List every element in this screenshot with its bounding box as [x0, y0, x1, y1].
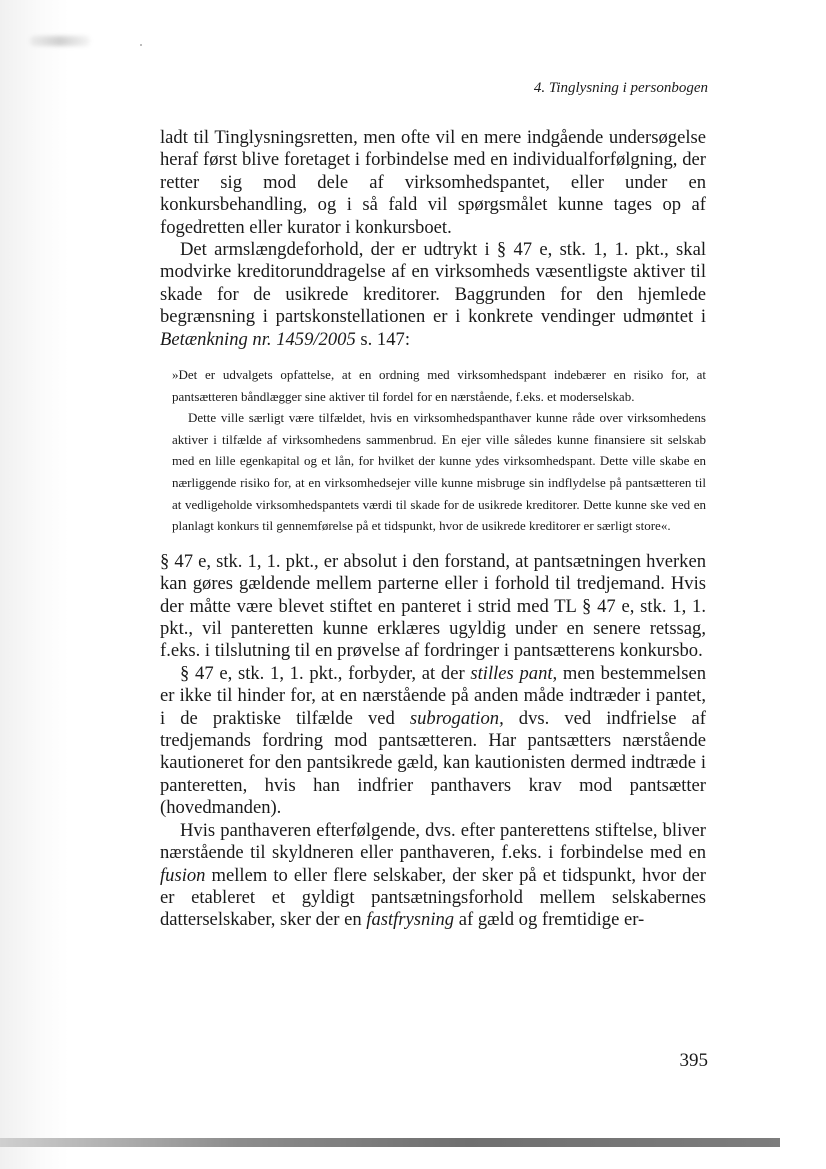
paragraph-4-text-b: men bestemmelsen er ikke til hinder for, at en nærstående på anden måde indtræder i pantet, i de praktiske tilfælde ved [160, 662, 706, 729]
scan-smudge [30, 36, 90, 46]
term-stilles-pant: stilles pant, [470, 662, 558, 684]
quote-paragraph-2: Dette ville særligt være tilfældet, hvis en virksomhedspanthaver kunne råde over virksomhedens aktiver i tilfælde af virksomhedens sammenbrud. En ejer ville således kunne finansiere sit selskab med en lille egenkapital og et lån, for hvilket der kunne ydes virksomhedspant. Dette ville skabe en nærliggende risiko for, at en virksomhedsejer ville kunne misbruge sin indflydelse på pantsætteren til at vedligeholde virksomhedspantets værdi til skade for de usikrede kreditorer. Dette kunne ske ved en planlagt konkurs til gennemførelse på et tidspunkt, hvor de usikrede kreditorer er særligt store«. [172, 410, 706, 534]
paragraph-4-text-a: § 47 e, stk. 1, 1. pkt., forbyder, at der [180, 662, 471, 684]
scan-bottom-edge [0, 1138, 780, 1147]
term-fusion: fusion [160, 864, 206, 886]
paragraph-4-text-c: dvs. ved indfrielse af tredjemands fordring mod pantsætteren. Har pantsætters nærstående kautioneret for den pantsikrede gæld, kan kautionisten dermed indtræde i panteretten, hvis han indfrier panthavers krav mod pantsætter (hovedmanden). [160, 707, 706, 819]
block-quote [172, 364, 706, 537]
paragraph-5-text-c: af gæld og fremtidige er- [454, 909, 645, 931]
report-reference: Betænkning nr. 1459/2005 [160, 328, 356, 350]
body-paragraph-3: § 47 e, stk. 1, 1. pkt., er absolut i den forstand, at pantsætningen hverken kan gøres gældende mellem parterne eller i forhold til tredjemand. Hvis der måtte være blevet stiftet en panteret i strid med TL § 47 e, stk. 1, 1. pkt., vil panteretten kunne erklæres ugyldig under en senere retssag, f.eks. i tilslutning til en prøvelse af fordringer i pantsætterens konkursbo. [160, 550, 706, 662]
term-fastfrysning: fastfrysning [366, 909, 455, 931]
paragraph-2-text: Det armslængdeforhold, der er udtrykt i § 47 e, stk. 1, 1. pkt., skal modvirke kreditorunddragelse af en virksomheds væsentligste aktiver til skade for de usikrede kreditorer. Baggrunden for den hjemlede begrænsning i partskonstellationen er i konkrete vendinger udmøntet i [160, 239, 706, 328]
body-paragraph-4 [160, 663, 706, 820]
term-subrogation: subrogation, [409, 707, 504, 729]
body-paragraph-2 [160, 239, 706, 351]
scan-speck [140, 44, 142, 46]
scan-edge-shadow [0, 0, 70, 1169]
body-paragraph-5 [160, 820, 706, 932]
body-paragraph-1: ladt til Tinglysningsretten, men ofte vil en mere indgående undersøgelse heraf først blive foretaget i forbindelse med en individualforfølgning, der retter sig mod dele af virksomhedspantet, eller under en konkursbehandling, og i så fald vil spørgsmålet kunne tages op af fogedretten eller kurator i konkursboet. [160, 127, 706, 238]
paragraph-2-page-ref: s. 147: [355, 328, 410, 350]
paragraph-5-text-a: Hvis panthaveren efterfølgende, dvs. efter panterettens stiftelse, bliver nærstående til skyldneren eller panthaveren, f.eks. i forbindelse med en [160, 819, 706, 864]
page-body [160, 127, 706, 932]
page-number: 395 [679, 1050, 708, 1071]
running-head: 4. Tinglysning i personbogen [533, 80, 708, 96]
paragraph-5-text-b: mellem to eller flere selskaber, der sker på et tidspunkt, hvor der er etableret et gyldigt pantsætningsforhold mellem selskabernes datterselskaber, sker der en [160, 864, 706, 931]
quote-paragraph-1: »Det er udvalgets opfattelse, at en ordning med virksomhedspant indebærer en risiko for, at pantsætteren båndlægger sine aktiver til fordel for en nærstående, f.eks. et moderselskab. [172, 367, 706, 404]
